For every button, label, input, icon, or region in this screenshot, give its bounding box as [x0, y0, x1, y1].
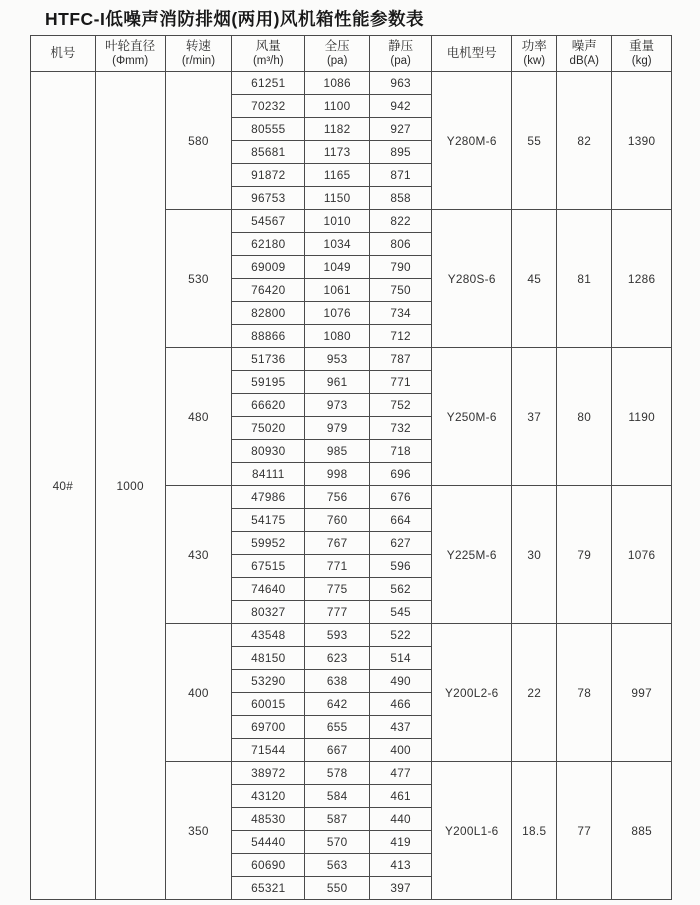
header-unit: (pa)	[390, 55, 411, 68]
static-pressure-cell: 413	[370, 854, 432, 877]
header-label: 噪声	[571, 38, 597, 53]
header-unit: (kw)	[523, 55, 546, 68]
header-unit: (m³/h)	[252, 55, 284, 68]
static-pressure-cell: 461	[370, 785, 432, 808]
total-pressure-cell: 973	[305, 394, 370, 417]
header-speed	[165, 36, 232, 72]
header-label: 电机型号	[446, 45, 497, 60]
total-pressure-cell: 587	[305, 808, 370, 831]
static-pressure-cell: 858	[370, 187, 432, 210]
power-cell: 45	[512, 210, 557, 348]
static-pressure-cell: 750	[370, 279, 432, 302]
airflow-cell: 96753	[232, 187, 305, 210]
total-pressure-cell: 1182	[305, 118, 370, 141]
header-label: 重量	[629, 38, 655, 53]
total-pressure-cell: 642	[305, 693, 370, 716]
static-pressure-cell: 676	[370, 486, 432, 509]
impeller-diameter-cell: 1000	[95, 72, 165, 900]
static-pressure-cell: 437	[370, 716, 432, 739]
total-pressure-cell: 1165	[305, 164, 370, 187]
airflow-cell: 48530	[232, 808, 305, 831]
weight-cell: 1190	[612, 348, 672, 486]
header-unit: dB(A)	[569, 55, 599, 68]
static-pressure-cell: 596	[370, 555, 432, 578]
static-pressure-cell: 397	[370, 877, 432, 900]
speed-cell: 350	[165, 762, 232, 900]
static-pressure-cell: 440	[370, 808, 432, 831]
airflow-cell: 66620	[232, 394, 305, 417]
airflow-cell: 88866	[232, 325, 305, 348]
total-pressure-cell: 593	[305, 624, 370, 647]
static-pressure-cell: 419	[370, 831, 432, 854]
total-pressure-cell: 953	[305, 348, 370, 371]
airflow-cell: 71544	[232, 739, 305, 762]
static-pressure-cell: 822	[370, 210, 432, 233]
airflow-cell: 62180	[232, 233, 305, 256]
table-header	[31, 36, 672, 72]
speed-cell: 480	[165, 348, 232, 486]
header-power	[512, 36, 557, 72]
header-unit: (Φmm)	[112, 55, 149, 68]
airflow-cell: 61251	[232, 72, 305, 95]
static-pressure-cell: 696	[370, 463, 432, 486]
speed-cell: 400	[165, 624, 232, 762]
speed-cell: 430	[165, 486, 232, 624]
airflow-cell: 80555	[232, 118, 305, 141]
power-cell: 22	[512, 624, 557, 762]
static-pressure-cell: 522	[370, 624, 432, 647]
total-pressure-cell: 638	[305, 670, 370, 693]
static-pressure-cell: 718	[370, 440, 432, 463]
total-pressure-cell: 998	[305, 463, 370, 486]
airflow-cell: 38972	[232, 762, 305, 785]
motor-model-cell: Y225M-6	[432, 486, 512, 624]
motor-model-cell: Y250M-6	[432, 348, 512, 486]
total-pressure-cell: 1034	[305, 233, 370, 256]
total-pressure-cell: 756	[305, 486, 370, 509]
noise-cell: 77	[557, 762, 612, 900]
total-pressure-cell: 563	[305, 854, 370, 877]
static-pressure-cell: 627	[370, 532, 432, 555]
model-number-cell: 40#	[31, 72, 96, 900]
header-airflow	[232, 36, 305, 72]
total-pressure-cell: 655	[305, 716, 370, 739]
header-label: 机号	[50, 45, 76, 60]
airflow-cell: 47986	[232, 486, 305, 509]
page-title: HTFC-I低噪声消防排烟(两用)风机箱性能参数表	[45, 9, 424, 29]
table-body	[31, 72, 672, 900]
motor-model-cell: Y280S-6	[432, 210, 512, 348]
header-static-pressure	[370, 36, 432, 72]
airflow-cell: 84111	[232, 463, 305, 486]
total-pressure-cell: 1080	[305, 325, 370, 348]
fan-parameters-table	[30, 35, 672, 900]
airflow-cell: 91872	[232, 164, 305, 187]
total-pressure-cell: 1150	[305, 187, 370, 210]
total-pressure-cell: 1173	[305, 141, 370, 164]
header-label: 全压	[324, 38, 350, 53]
total-pressure-cell: 667	[305, 739, 370, 762]
motor-model-cell: Y200L2-6	[432, 624, 512, 762]
total-pressure-cell: 1049	[305, 256, 370, 279]
airflow-cell: 48150	[232, 647, 305, 670]
header-label: 静压	[388, 38, 414, 53]
header-weight	[612, 36, 672, 72]
weight-cell: 1390	[612, 72, 672, 210]
airflow-cell: 67515	[232, 555, 305, 578]
static-pressure-cell: 734	[370, 302, 432, 325]
airflow-cell: 69009	[232, 256, 305, 279]
airflow-cell: 59195	[232, 371, 305, 394]
static-pressure-cell: 664	[370, 509, 432, 532]
airflow-cell: 60015	[232, 693, 305, 716]
static-pressure-cell: 466	[370, 693, 432, 716]
airflow-cell: 65321	[232, 877, 305, 900]
weight-cell: 997	[612, 624, 672, 762]
static-pressure-cell: 787	[370, 348, 432, 371]
static-pressure-cell: 790	[370, 256, 432, 279]
noise-cell: 78	[557, 624, 612, 762]
airflow-cell: 70232	[232, 95, 305, 118]
airflow-cell: 54567	[232, 210, 305, 233]
static-pressure-cell: 732	[370, 417, 432, 440]
header-noise	[557, 36, 612, 72]
power-cell: 30	[512, 486, 557, 624]
airflow-cell: 80327	[232, 601, 305, 624]
header-label: 转速	[185, 38, 211, 53]
airflow-cell: 85681	[232, 141, 305, 164]
static-pressure-cell: 712	[370, 325, 432, 348]
total-pressure-cell: 584	[305, 785, 370, 808]
header-unit: (pa)	[326, 55, 348, 68]
total-pressure-cell: 760	[305, 509, 370, 532]
total-pressure-cell: 1061	[305, 279, 370, 302]
motor-model-cell: Y200L1-6	[432, 762, 512, 900]
header-label: 风量	[255, 38, 281, 53]
weight-cell: 1286	[612, 210, 672, 348]
total-pressure-cell: 775	[305, 578, 370, 601]
airflow-cell: 53290	[232, 670, 305, 693]
total-pressure-cell: 1010	[305, 210, 370, 233]
header-label: 功率	[521, 38, 547, 53]
header-label: 叶轮直径	[105, 38, 156, 53]
static-pressure-cell: 562	[370, 578, 432, 601]
total-pressure-cell: 985	[305, 440, 370, 463]
static-pressure-cell: 545	[370, 601, 432, 624]
static-pressure-cell: 895	[370, 141, 432, 164]
table-row	[31, 72, 672, 95]
power-cell: 55	[512, 72, 557, 210]
airflow-cell: 59952	[232, 532, 305, 555]
weight-cell: 885	[612, 762, 672, 900]
static-pressure-cell: 477	[370, 762, 432, 785]
total-pressure-cell: 767	[305, 532, 370, 555]
static-pressure-cell: 514	[370, 647, 432, 670]
static-pressure-cell: 942	[370, 95, 432, 118]
total-pressure-cell: 578	[305, 762, 370, 785]
airflow-cell: 82800	[232, 302, 305, 325]
total-pressure-cell: 979	[305, 417, 370, 440]
noise-cell: 80	[557, 348, 612, 486]
static-pressure-cell: 963	[370, 72, 432, 95]
weight-cell: 1076	[612, 486, 672, 624]
airflow-cell: 75020	[232, 417, 305, 440]
static-pressure-cell: 927	[370, 118, 432, 141]
airflow-cell: 54440	[232, 831, 305, 854]
static-pressure-cell: 752	[370, 394, 432, 417]
header-unit: (kg)	[631, 55, 652, 68]
speed-cell: 530	[165, 210, 232, 348]
power-cell: 37	[512, 348, 557, 486]
total-pressure-cell: 570	[305, 831, 370, 854]
static-pressure-cell: 490	[370, 670, 432, 693]
total-pressure-cell: 771	[305, 555, 370, 578]
airflow-cell: 74640	[232, 578, 305, 601]
noise-cell: 79	[557, 486, 612, 624]
airflow-cell: 43120	[232, 785, 305, 808]
total-pressure-cell: 1100	[305, 95, 370, 118]
total-pressure-cell: 623	[305, 647, 370, 670]
power-cell: 18.5	[512, 762, 557, 900]
static-pressure-cell: 871	[370, 164, 432, 187]
airflow-cell: 51736	[232, 348, 305, 371]
airflow-cell: 69700	[232, 716, 305, 739]
total-pressure-cell: 1086	[305, 72, 370, 95]
airflow-cell: 76420	[232, 279, 305, 302]
airflow-cell: 43548	[232, 624, 305, 647]
noise-cell: 81	[557, 210, 612, 348]
header-model-number	[31, 36, 96, 72]
airflow-cell: 54175	[232, 509, 305, 532]
header-impeller-diameter	[95, 36, 165, 72]
total-pressure-cell: 550	[305, 877, 370, 900]
noise-cell: 82	[557, 72, 612, 210]
header-unit: (r/min)	[181, 55, 216, 68]
header-row	[31, 36, 672, 72]
total-pressure-cell: 961	[305, 371, 370, 394]
airflow-cell: 60690	[232, 854, 305, 877]
static-pressure-cell: 400	[370, 739, 432, 762]
static-pressure-cell: 806	[370, 233, 432, 256]
motor-model-cell: Y280M-6	[432, 72, 512, 210]
total-pressure-cell: 1076	[305, 302, 370, 325]
header-motor-model	[432, 36, 512, 72]
header-total-pressure	[305, 36, 370, 72]
speed-cell: 580	[165, 72, 232, 210]
airflow-cell: 80930	[232, 440, 305, 463]
static-pressure-cell: 771	[370, 371, 432, 394]
total-pressure-cell: 777	[305, 601, 370, 624]
